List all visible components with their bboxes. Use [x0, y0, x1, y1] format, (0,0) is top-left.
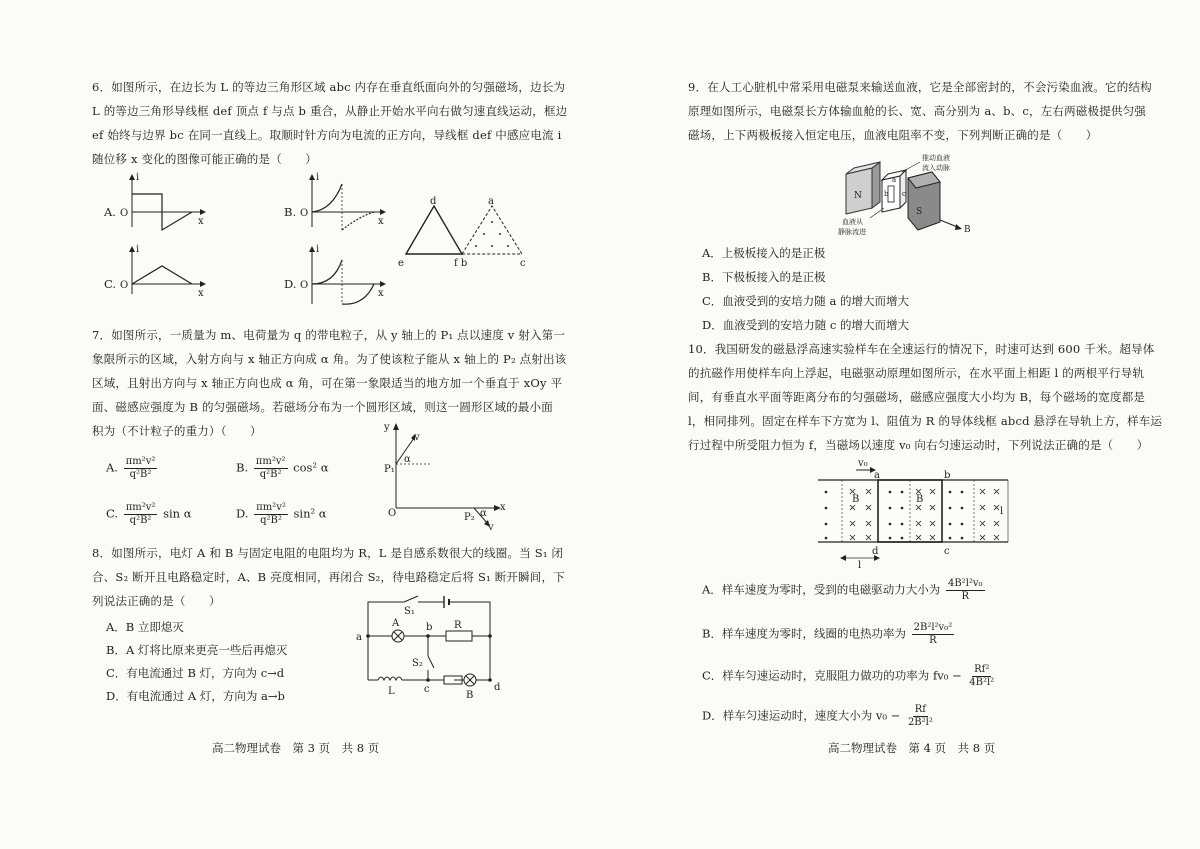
q9-line-1: 9．在人工心脏机中常采用电磁泵来输送血液，它是全部密封的，不会污染血液。它的结构 [688, 80, 1152, 94]
q6-graph-a [118, 172, 208, 232]
q8-fig-r: R [454, 620, 462, 631]
q6-graph-c [118, 244, 208, 304]
q8-line-1: 8．如图所示，电灯 A 和 B 与固定电阻的电阻均为 R，L 是自感系数很大的线圈。当 S₁ 闭 [92, 546, 564, 560]
q10-option-b: B．样车速度为零时，线圈的电热功率为 $\frac{\text{2B²l²v₀²}}{R}$ [702, 622, 953, 646]
page-3-footer: 高二物理试卷 第 3 页 共 8 页 [212, 741, 380, 755]
q6-option-b-label: B. [284, 205, 297, 219]
q9-fig-top-1: 推动血液 [922, 154, 950, 162]
q10-fig-b1: B [852, 494, 860, 505]
q10-option-a: A．样车速度为零时，受到的电磁驱动力大小为 $\frac{\text{4B²l²v₀}}{R}$ [702, 578, 983, 602]
q6-label-fb: f b [454, 258, 468, 269]
q6-option-c-label: C. [104, 277, 117, 291]
q9-fig-n: N [854, 191, 862, 201]
q10-line-2: 的抗磁作用使样车向上浮起，电磁驱动原理如图所示，在水平面上相距 l 的两根平行导轨 [688, 366, 1145, 380]
q9-line-2: 原理如图所示，电磁泵长方体输血舱的长、宽、高分别为 a、b、c，左右两磁极提供匀强 [688, 104, 1147, 118]
q8-line-3: 列说法正确的是（ ） [92, 594, 221, 608]
q6-graph-b-origin: O [300, 208, 309, 219]
q8-fig-s1: S₁ [404, 606, 415, 617]
q8-fig-s2: S₂ [412, 658, 423, 669]
q9-fig-top-2: 流入动脉 [922, 164, 950, 172]
q6-option-d-label: D. [284, 277, 297, 291]
q6-label-c: c [520, 258, 526, 269]
q7-fig-x: x [500, 502, 506, 513]
q9-option-a: A．上极板接入的是正极 [702, 246, 826, 260]
q7-option-a: A. $\frac{\text{πm²v²}}{\text{q²B²}}$ [106, 456, 156, 480]
page-4-footer: 高二物理试卷 第 4 页 共 8 页 [828, 741, 996, 755]
q8-fig-b: b [426, 622, 433, 633]
q10-fig-b2: B [916, 494, 924, 505]
q7-fig-v: v [414, 432, 420, 443]
q6-line-3: ef 始终与边界 bc 在同一直线上。取顺时针方向为电流的正方向，导线框 def 中感应电流 i [92, 128, 562, 142]
q10-fig-a: a [874, 470, 880, 481]
q9-fig-c: c [902, 190, 906, 198]
q10-option-c: C．样车匀速运动时，克服阻力做功的功率为 fv₀ − $\frac{\text{Rf²}}{\text{4B²l²}}$ [702, 664, 995, 688]
q9-pump-figure [836, 152, 976, 236]
q7-line-5: 积为（不计粒子的重力）（ ） [92, 424, 262, 438]
q8-line-2: 合、S₂ 断开且电路稳定时，A、B 亮度相同，再闭合 S₂，待电路稳定后将 S₁ 断开瞬间，下 [92, 570, 565, 584]
q6-graph-a-x-label: x [198, 216, 204, 227]
q7-figure [384, 420, 508, 532]
q6-graph-a-i-label: i [136, 172, 140, 183]
q9-fig-b-field: B [964, 225, 971, 235]
q9-option-d: D．血液受到的安培力随 c 的增大而增大 [702, 318, 909, 332]
q6-graph-b-x-label: x [378, 216, 384, 227]
q7-option-c: C. $\frac{\text{πm²v²}}{\text{q²B²}}$ sin α [106, 502, 192, 526]
q6-label-a: a [488, 196, 494, 207]
q7-option-d: D. $\frac{\text{πm²v²}}{\text{q²B²}}$ sin² α [236, 502, 327, 526]
q7-line-1: 7．如图所示，一质量为 m、电荷量为 q 的带电粒子，从 y 轴上的 P₁ 点以速度 v 射入第一 [92, 328, 566, 342]
q9-line-3: 磁场，上下两极板接入恒定电压，血液电阻率不变，下列判断正确的是（ ） [688, 128, 1098, 142]
q7-fig-p2: P₂ [464, 512, 475, 523]
q8-option-b: B．A 灯将比原来更亮一些后再熄灭 [106, 643, 288, 657]
q7-fig-p1: P₁ [384, 464, 395, 475]
q6-graph-b [298, 172, 388, 232]
q9-fig-a: a [892, 176, 897, 184]
q6-graph-d [298, 244, 388, 310]
q6-graph-a-origin: O [120, 208, 129, 219]
q6-graph-c-i-label: i [136, 244, 140, 255]
q10-fig-v0: v₀ [858, 458, 868, 469]
q7-fig-alpha2: α [480, 508, 487, 519]
q10-figure [812, 458, 1012, 571]
q8-fig-lamp-a: A [392, 618, 400, 629]
q7-line-4: 面、磁感应强度为 B 的匀强磁场。若磁场分布为一个圆形区域，则这一圆形区域的最小面 [92, 400, 553, 414]
q9-option-b: B．下极板接入的是正极 [702, 270, 826, 284]
q6-option-a-label: A. [104, 205, 116, 219]
q8-fig-a: a [356, 632, 362, 643]
q6-graph-c-x-label: x [198, 288, 204, 299]
q7-option-b: B. $\frac{\text{πm²v²}}{\text{q²B²}}$ cos² α [236, 456, 329, 480]
q9-fig-b: b [884, 190, 889, 198]
q8-option-d: D．有电流通过 A 灯，方向为 a→b [106, 689, 285, 703]
q10-fig-l-horizontal: l [858, 560, 862, 571]
q10-line-1: 10．我国研发的磁悬浮高速实验样车在全速运行的情况下，时速可达到 600 千米。超导体 [688, 342, 1155, 356]
q10-fig-d: d [872, 546, 879, 557]
q8-option-a: A．B 立即熄灭 [106, 620, 184, 634]
q6-graph-b-i-label: i [316, 172, 320, 183]
q10-line-3: 间，有垂直水平面等距离分布的匀强磁场，磁感应强度大小均为 B，每个磁场的宽度都是 [688, 390, 1146, 404]
q8-circuit-figure [352, 592, 502, 704]
q9-option-c: C．血液受到的安培力随 a 的增大而增大 [702, 294, 909, 308]
q10-fig-l-vertical: l [1000, 506, 1004, 517]
q7-fig-alpha: α [404, 454, 411, 465]
q10-line-5: 行过程中所受阻力恒为 f，当磁场以速度 v₀ 向右匀速运动时，下列说法正确的是（ ） [688, 438, 1149, 452]
q7-fig-v2: v [488, 522, 494, 533]
q10-option-d: D．样车匀速运动时，速度大小为 v₀ − $\frac{Rf}{\text{2B²l²}}$ [702, 704, 933, 728]
q6-graph-d-x-label: x [378, 288, 384, 299]
q8-fig-c: c [424, 684, 430, 695]
q10-line-4: l，相同排列。固定在样车下方宽为 l、阻值为 R 的导体线框 abcd 悬浮在导轨上方，样车运 [688, 414, 1163, 428]
q6-graph-d-i-label: i [316, 244, 320, 255]
q6-line-4: 随位移 x 变化的图像可能正确的是（ ） [92, 152, 317, 166]
q9-fig-bot-1: 血液从 [842, 218, 863, 226]
q7-line-3: 区域，且射出方向与 x 轴正方向也成 α 角，可在第一象限适当的地方加一个垂直于 xOy 平 [92, 376, 563, 390]
q9-fig-s: S [916, 207, 923, 217]
q8-option-c: C．有电流通过 B 灯，方向为 c→d [106, 666, 285, 680]
q8-fig-d: d [494, 682, 501, 693]
q6-triangles-figure [398, 196, 538, 270]
q6-graph-d-origin: O [300, 280, 309, 291]
page-4 [600, 0, 1200, 849]
q9-fig-bot-2: 静脉流进 [838, 228, 866, 236]
q8-fig-lamp-b: B [466, 690, 474, 701]
q7-line-2: 象限所示的区域，入射方向与 x 轴正方向成 α 角。为了使该粒子能从 x 轴上的 P₂ 点射出该 [92, 352, 567, 366]
q10-fig-c: c [944, 546, 950, 557]
q6-line-1: 6．如图所示，在边长为 L 的等边三角形区域 abc 内存在垂直纸面向外的匀强磁场，边长为 [92, 80, 566, 94]
q6-label-d: d [430, 196, 437, 207]
q6-graph-c-origin: O [120, 280, 129, 291]
q6-line-2: L 的等边三角形导线框 def 顶点 f 与点 b 重合，从静止开始水平向右做匀速直线运动，框边 [92, 104, 568, 118]
q10-fig-b: b [944, 470, 951, 481]
q7-fig-y: y [384, 422, 390, 433]
q8-fig-l: L [388, 686, 395, 697]
q7-fig-o: O [388, 508, 397, 519]
q6-label-e: e [398, 258, 404, 269]
